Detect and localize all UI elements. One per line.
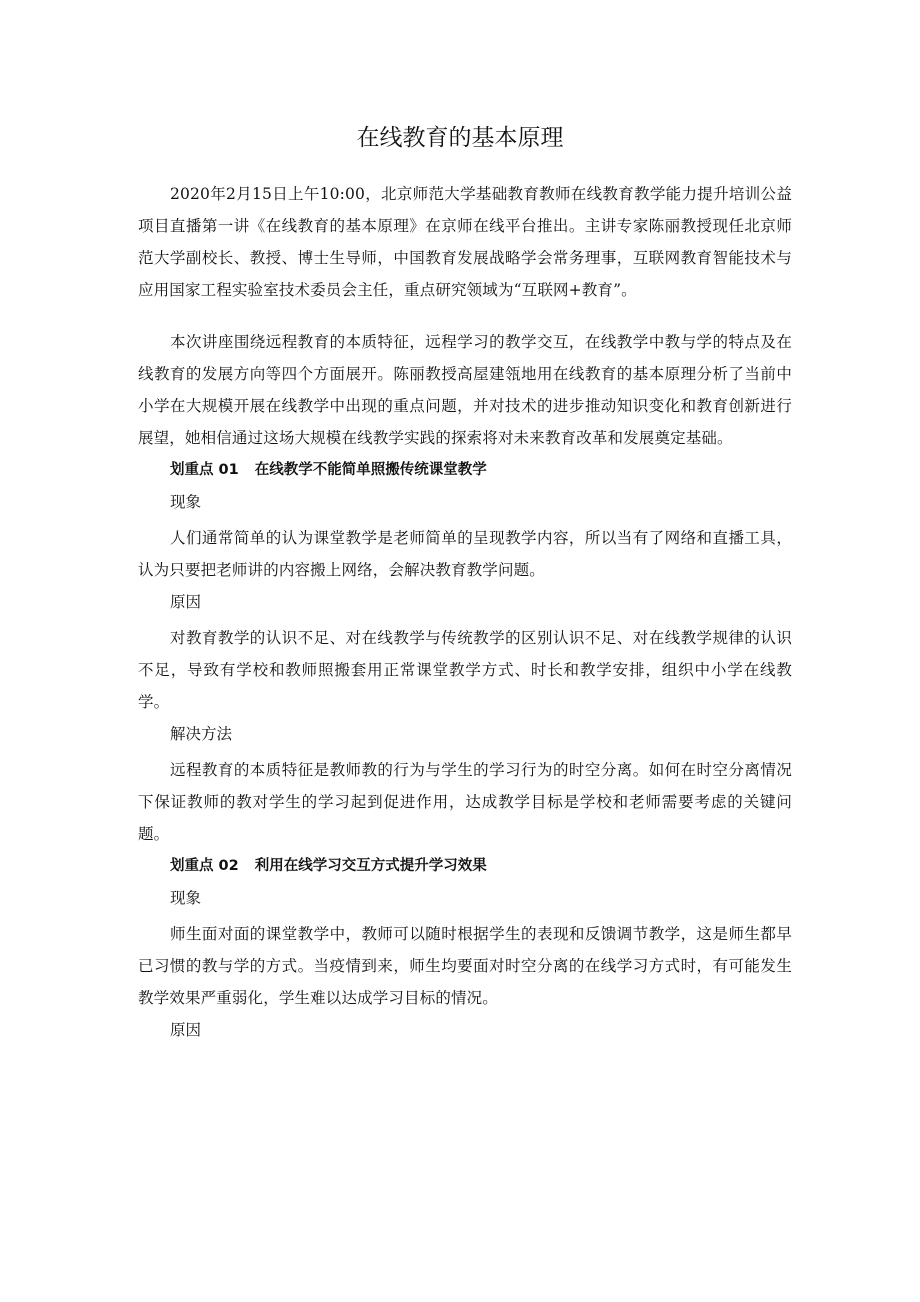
section-2-label-cause: 原因 (170, 1021, 202, 1039)
section-1-label-solution: 解决方法 (170, 725, 233, 743)
section-1-label-phenomenon: 现象 (170, 493, 202, 511)
intro-paragraph-1: 2020年2月15日上午10:00，北京师范大学基础教育教师在线教育教学能力提升培训公益项目直播第一讲《在线教育的基本原理》在京师在线平台推出。主讲专家陈丽教授现任北京师范大学副校长、教授、博士生导师，中国教育发展战略学会常务理事，互联网教育智能技术与应用国家工程实验室技术委员会主任，重点研究领域为“互联网+教育”。 (138, 185, 792, 299)
document-body (138, 178, 792, 1046)
section-2-heading-text: 利用在线学习交互方式提升学习效果 (254, 858, 487, 874)
section-1-text-phenomenon: 人们通常简单的认为课堂教学是老师简单的呈现教学内容，所以当有了网络和直播工具，认为只要把老师讲的内容搬上网络，会解决教育教学问题。 (138, 529, 792, 579)
section-1-number: 划重点 01 (170, 462, 239, 478)
section-1-label-cause: 原因 (170, 593, 202, 611)
section-2-heading (138, 850, 792, 882)
document-title: 在线教育的基本原理 (356, 125, 564, 151)
intro-paragraph-2: 本次讲座围绕远程教育的本质特征，远程学习的教学交互，在线教学中教与学的特点及在线教育的发展方向等四个方面展开。陈丽教授高屋建瓴地用在线教育的基本原理分析了当前中小学在大规模开展在线教学中出现的重点问题，并对技术的进步推动知识变化和教育创新进行展望，她相信通过这场大规模在线教学实践的探索将对未来教育改革和发展奠定基础。 (138, 333, 792, 447)
section-1-text-solution: 远程教育的本质特征是教师教的行为与学生的学习行为的时空分离。如何在时空分离情况下保证教师的教对学生的学习起到促进作用，达成教学目标是学校和老师需要考虑的关键问题。 (138, 761, 792, 843)
section-1-text-cause: 对教育教学的认识不足、对在线教学与传统教学的区别认识不足、对在线教学规律的认识不足，导致有学校和教师照搬套用正常课堂教学方式、时长和教学安排，组织中小学在线教学。 (138, 629, 792, 711)
section-2-label-phenomenon: 现象 (170, 889, 202, 907)
section-1-heading (138, 454, 792, 486)
section-1-heading-text: 在线教学不能简单照搬传统课堂教学 (254, 462, 487, 478)
section-2-text-phenomenon: 师生面对面的课堂教学中，教师可以随时根据学生的表现和反馈调节教学，这是师生都早已习惯的教与学的方式。当疫情到来，师生均要面对时空分离的在线学习方式时，有可能发生教学效果严重弱化，学生难以达成学习目标的情况。 (138, 925, 792, 1007)
section-2-number: 划重点 02 (170, 858, 239, 874)
